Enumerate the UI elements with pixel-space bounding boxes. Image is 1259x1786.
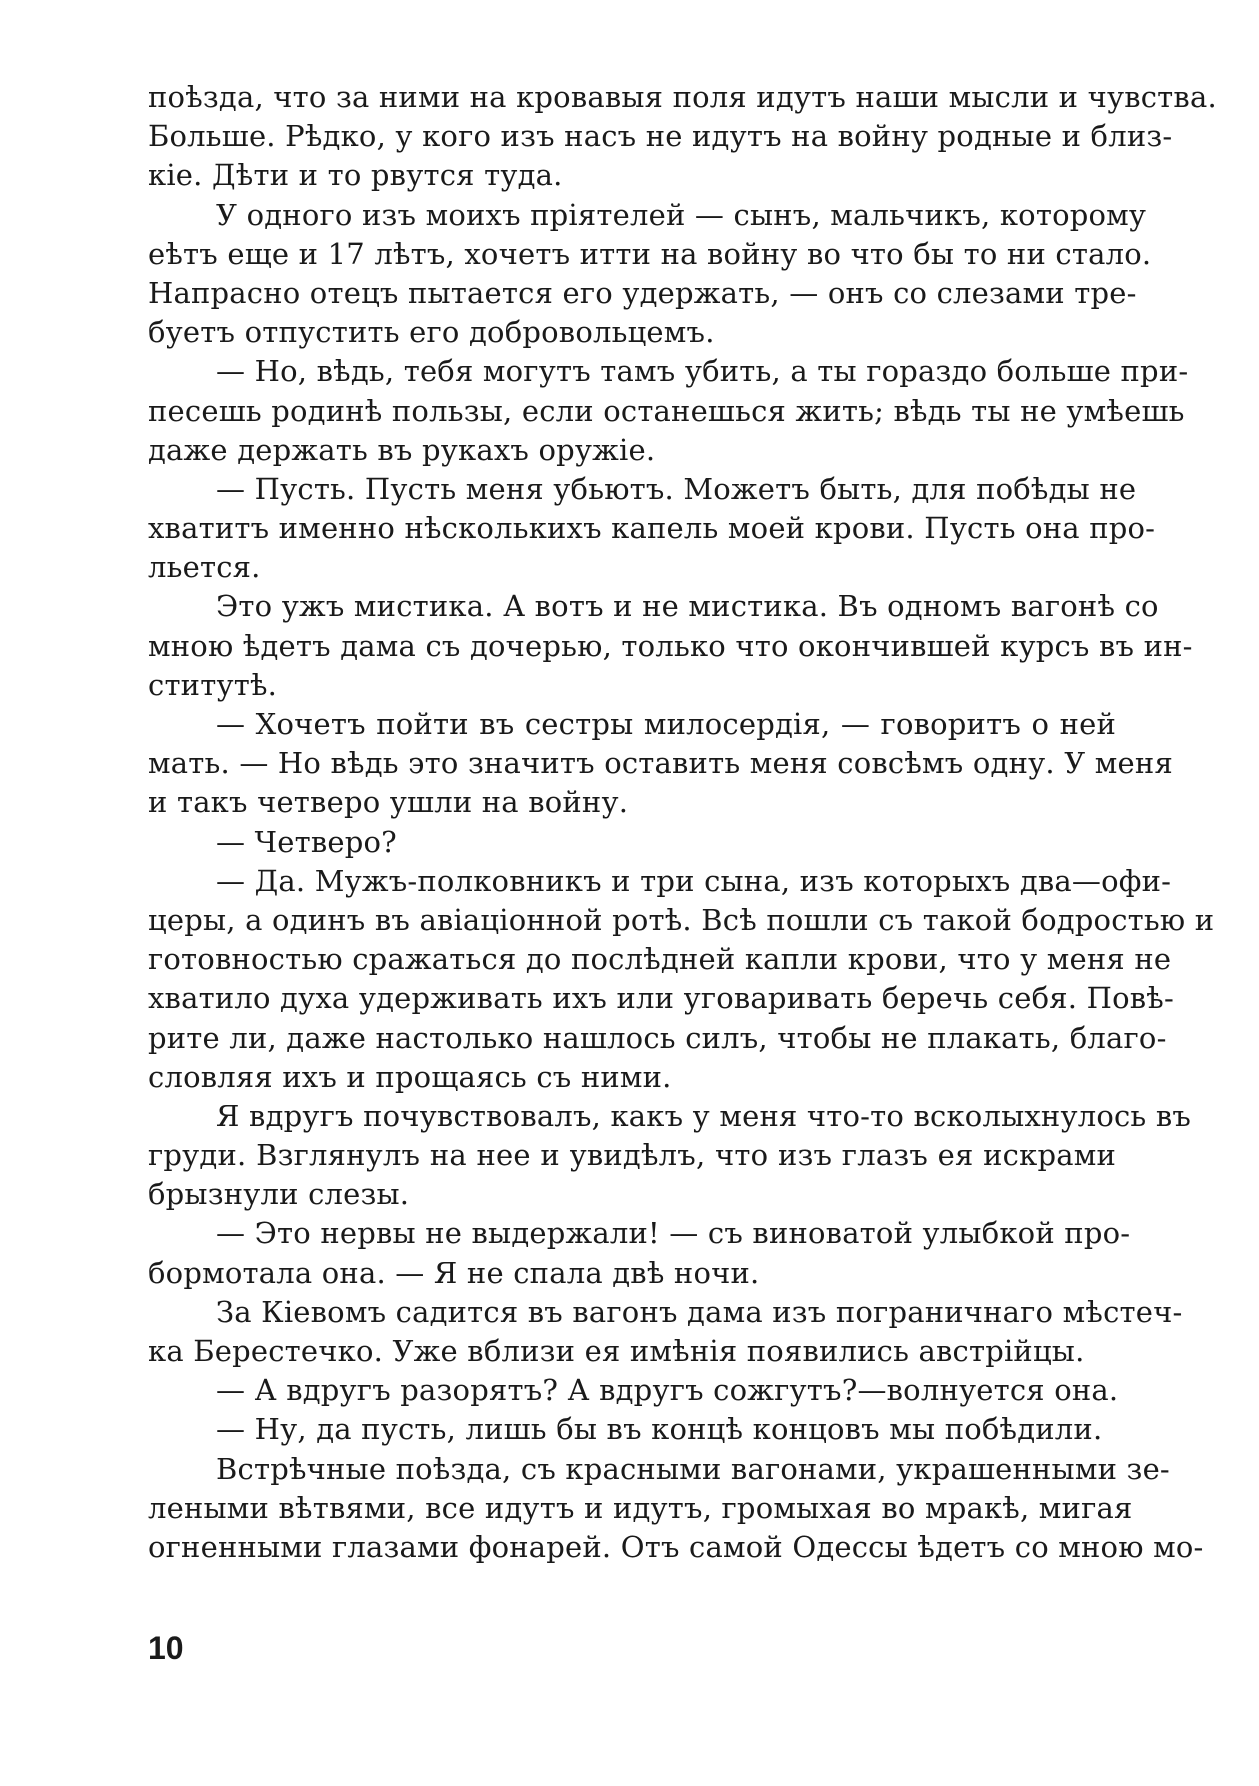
text-line: Я вдругъ почувствовалъ, какъ у меня что-то всколыхнулось въ (216, 1098, 1192, 1133)
text-line: — Хочетъ пойти въ сестры милосердія, — говоритъ о ней (216, 707, 1116, 741)
text-line: готовностью сражаться до послѣдней капли крови, что у меня не (148, 942, 1172, 977)
text-line: песешь родинѣ пользы, если останешься жить; вѣдь ты не умѣешь (148, 393, 1185, 428)
text-line: огненными глазами фонарей. Отъ самой Одессы ѣдетъ со мною мо- (148, 1529, 1204, 1564)
text-line: еѣтъ еще и 17 лѣтъ, хочетъ итти на войну во что бы то ни стало. (148, 236, 1152, 271)
text-line: — Четверо? (216, 824, 397, 859)
text-line: мать. — Но вѣдь это значитъ оставить меня совсѣмъ одну. У меня (148, 746, 1173, 781)
text-line: поѣзда, что за ними на кровавыя поля идутъ наши мысли и чувства. (148, 80, 1217, 114)
text-line: буетъ отпустить его добровольцемъ. (148, 315, 715, 350)
text-line: — Да. Мужъ-полковникъ и три сына, изъ которыхъ два—офи- (216, 863, 1172, 898)
text-line: Это ужъ мистика. А вотъ и не мистика. Въ одномъ вагонѣ со (216, 589, 1159, 624)
text-line: мною ѣдетъ дама съ дочерью, только что окончившей курсъ въ ин- (148, 628, 1193, 663)
text-line: — Но, вѣдь, тебя могутъ тамъ убить, а ты гораздо больше при- (216, 354, 1189, 389)
text-line: — Пусть. Пусть меня убьютъ. Можетъ быть, для побѣды не (216, 471, 1137, 506)
text-line: словляя ихъ и прощаясь съ ними. (148, 1059, 672, 1094)
text-line: — Это нервы не выдержали! — съ виноватой улыбкой про- (216, 1216, 1131, 1251)
body-text (148, 78, 1217, 1567)
text-line: леными вѣтвями, все идутъ и идутъ, громыхая во мракѣ, мигая (148, 1490, 1133, 1525)
text-line: Больше. Рѣдко, у кого изъ насъ не идутъ на войну родные и близ- (148, 119, 1173, 154)
text-line: Встрѣчные поѣзда, съ красными вагонами, украшенными зе- (216, 1451, 1170, 1486)
page-number: 10 (148, 1630, 184, 1666)
text-line: хватитъ именно нѣсколькихъ капель моей крови. Пусть она про- (148, 511, 1156, 546)
text-line: — А вдругъ разорятъ? А вдругъ сожгутъ?—волнуется она. (216, 1373, 1119, 1408)
text-line: и такъ четверо ушли на войну. (148, 785, 629, 820)
text-line: даже держать въ рукахъ оружіе. (148, 432, 656, 467)
text-line: кіе. Дѣти и то рвутся туда. (148, 158, 563, 193)
text-line: брызнули слезы. (148, 1177, 410, 1212)
text-line: рите ли, даже настолько нашлось силъ, чтобы не плакать, благо- (148, 1020, 1167, 1055)
text-line: — Ну, да пусть, лишь бы въ концѣ концовъ мы побѣдили. (216, 1412, 1103, 1447)
text-line: За Кіевомъ садится въ вагонъ дама изъ пограничнаго мѣстеч- (216, 1294, 1183, 1329)
text-line: ститутѣ. (148, 667, 278, 702)
text-line: груди. Взглянулъ на нее и увидѣлъ, что изъ глазъ ея искрами (148, 1138, 1116, 1173)
text-line: Напрасно отецъ пытается его удержать, — онъ со слезами тре- (148, 275, 1137, 310)
text-line: бормотала она. — Я не спала двѣ ночи. (148, 1255, 760, 1290)
text-line: У одного изъ моихъ пріятелей — сынъ, мальчикъ, которому (216, 197, 1147, 232)
text-line: льется. (148, 550, 261, 585)
text-line: ка Берестечко. Уже вблизи ея имѣнія появились австрійцы. (148, 1334, 1085, 1368)
text-line: хватило духа удерживать ихъ или уговаривать беречь себя. Повѣ- (148, 981, 1174, 1016)
text-line: церы, а одинъ въ авіаціонной ротѣ. Всѣ пошли съ такой бодростью и (148, 902, 1215, 937)
